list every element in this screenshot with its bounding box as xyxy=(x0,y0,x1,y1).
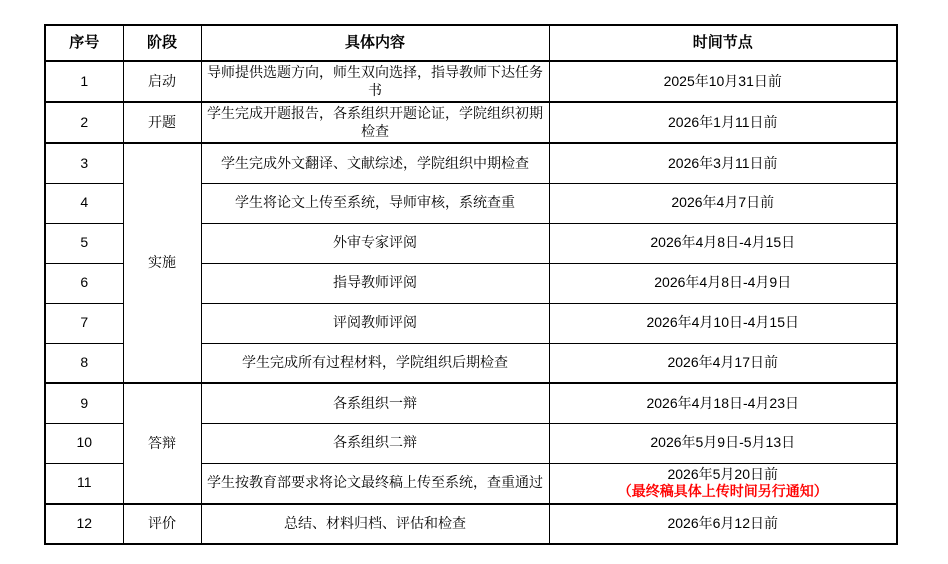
stage-cell: 实施 xyxy=(123,143,201,383)
row-no: 6 xyxy=(45,263,123,303)
row-no: 3 xyxy=(45,143,123,183)
content-cell: 学生将论文上传至系统，导师审核，系统查重 xyxy=(201,183,549,223)
time-cell: 2026年4月18日-4月23日 xyxy=(549,383,897,423)
time-cell: 2026年4月8日-4月15日 xyxy=(549,223,897,263)
time-cell: 2025年10月31日前 xyxy=(549,61,897,102)
row-no: 2 xyxy=(45,102,123,143)
row-no: 11 xyxy=(45,463,123,504)
stage-cell: 启动 xyxy=(123,61,201,102)
content-cell: 各系组织二辩 xyxy=(201,423,549,463)
time-note-red: （最终稿具体上传时间另行通知） xyxy=(617,483,828,499)
col-header-stage: 阶段 xyxy=(123,25,201,61)
row-no: 5 xyxy=(45,223,123,263)
table-row xyxy=(45,102,897,143)
stage-cell: 答辩 xyxy=(123,383,201,504)
row-no: 12 xyxy=(45,504,123,544)
content-cell: 评阅教师评阅 xyxy=(201,303,549,343)
row-no: 1 xyxy=(45,61,123,102)
col-header-no: 序号 xyxy=(45,25,123,61)
time-text: 2026年5月20日前 xyxy=(667,465,778,482)
content-cell: 学生完成开题报告，各系组织开题论证，学院组织初期检查 xyxy=(201,102,549,143)
time-cell: 2026年1月11日前 xyxy=(549,102,897,143)
time-cell: 2026年4月10日-4月15日 xyxy=(549,303,897,343)
content-cell: 指导教师评阅 xyxy=(201,263,549,303)
time-cell: 2026年4月8日-4月9日 xyxy=(549,263,897,303)
time-cell: 2026年4月17日前 xyxy=(549,343,897,383)
time-cell: 2026年5月9日-5月13日 xyxy=(549,423,897,463)
thesis-schedule-table xyxy=(44,24,898,545)
row-no: 7 xyxy=(45,303,123,343)
content-cell: 外审专家评阅 xyxy=(201,223,549,263)
content-cell: 总结、材料归档、评估和检查 xyxy=(201,504,549,544)
table-row xyxy=(45,61,897,102)
col-header-time: 时间节点 xyxy=(549,25,897,61)
content-cell: 学生完成外文翻译、文献综述，学院组织中期检查 xyxy=(201,143,549,183)
table-row xyxy=(45,383,897,423)
content-cell: 学生完成所有过程材料，学院组织后期检查 xyxy=(201,343,549,383)
content-cell: 各系组织一辩 xyxy=(201,383,549,423)
row-no: 10 xyxy=(45,423,123,463)
row-no: 8 xyxy=(45,343,123,383)
stage-cell: 评价 xyxy=(123,504,201,544)
col-header-content: 具体内容 xyxy=(201,25,549,61)
table-row xyxy=(45,143,897,183)
content-cell: 导师提供选题方向，师生双向选择，指导教师下达任务书 xyxy=(201,61,549,102)
time-cell: 2026年6月12日前 xyxy=(549,504,897,544)
table-row xyxy=(45,504,897,544)
header-row xyxy=(45,25,897,61)
row-no: 9 xyxy=(45,383,123,423)
time-cell: 2026年3月11日前 xyxy=(549,143,897,183)
stage-cell: 开题 xyxy=(123,102,201,143)
time-cell: 2026年4月7日前 xyxy=(549,183,897,223)
row-no: 4 xyxy=(45,183,123,223)
content-cell: 学生按教育部要求将论文最终稿上传至系统，查重通过 xyxy=(201,463,549,504)
time-cell xyxy=(549,463,897,504)
